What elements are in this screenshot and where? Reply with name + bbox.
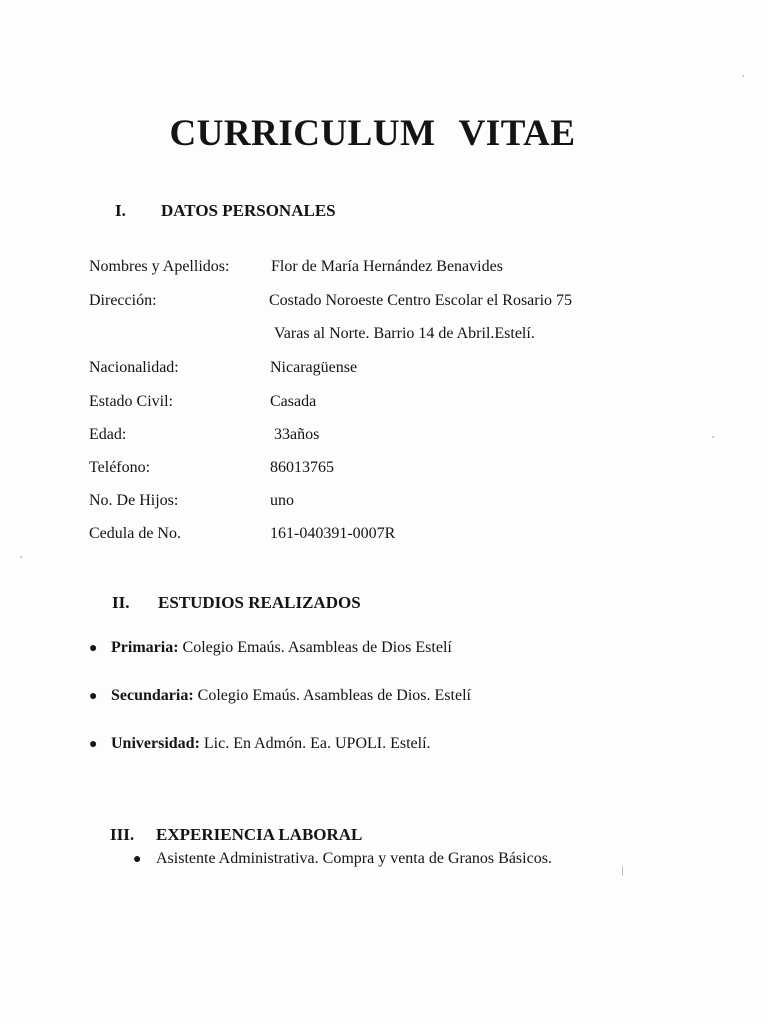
item-label: Universidad:	[111, 735, 200, 752]
document-title: CURRICULUM VITAE	[169, 113, 576, 154]
bullet-icon: ●	[89, 641, 98, 656]
item-label: Secundaria:	[111, 687, 194, 704]
field-label-hijos: No. De Hijos:	[89, 492, 179, 509]
field-value-direccion-line2: Varas al Norte. Barrio 14 de Abril.Estelí.	[274, 325, 535, 342]
field-label-direccion: Dirección:	[89, 292, 157, 309]
field-value-edad: 33años	[274, 426, 320, 443]
bullet-icon: ●	[89, 737, 98, 752]
section-title: ESTUDIOS REALIZADOS	[158, 593, 361, 612]
list-item-primaria	[89, 639, 452, 657]
list-item-secundaria	[89, 687, 471, 705]
list-item-universidad	[89, 735, 431, 753]
item-label: Primaria:	[111, 639, 179, 656]
section-title: DATOS PERSONALES	[161, 201, 336, 220]
item-text: Colegio Emaús. Asambleas de Dios Estelí	[182, 639, 452, 656]
section-title: EXPERIENCIA LABORAL	[156, 825, 363, 844]
scan-speck	[712, 436, 714, 438]
item-text: Colegio Emaús. Asambleas de Dios. Estelí	[197, 687, 471, 704]
section-heading-estudios	[112, 593, 361, 613]
section-heading-experiencia	[110, 825, 362, 845]
field-value-telefono: 86013765	[270, 459, 334, 476]
section-heading-datos-personales	[115, 201, 336, 221]
field-value-estado-civil: Casada	[270, 393, 317, 410]
list-item-experiencia	[133, 850, 552, 868]
field-value-cedula: 161-040391-0007R	[270, 525, 396, 542]
item-text: Lic. En Admón. Ea. UPOLI. Estelí.	[203, 735, 431, 752]
field-value-nombres: Flor de María Hernández Benavides	[271, 258, 503, 275]
field-value-hijos: uno	[270, 492, 294, 509]
scan-speck	[622, 866, 623, 876]
field-label-telefono: Teléfono:	[89, 459, 151, 476]
section-number: II.	[112, 593, 130, 612]
scan-speck	[20, 556, 22, 558]
bullet-icon: ●	[133, 852, 142, 867]
field-label-nacionalidad: Nacionalidad:	[89, 359, 179, 376]
bullet-icon: ●	[89, 689, 98, 704]
section-number: I.	[115, 201, 126, 220]
scan-speck	[742, 75, 744, 77]
field-value-nacionalidad: Nicaragüense	[270, 359, 358, 376]
field-label-nombres: Nombres y Apellidos:	[89, 258, 230, 275]
field-label-edad: Edad:	[89, 426, 127, 443]
field-label-estado-civil: Estado Civil:	[89, 393, 173, 410]
field-label-cedula: Cedula de No.	[89, 525, 181, 542]
field-value-direccion: Costado Noroeste Centro Escolar el Rosario 75	[269, 292, 573, 309]
item-text: Asistente Administrativa. Compra y venta de Granos Básicos.	[156, 850, 552, 867]
section-number: III.	[110, 825, 135, 844]
